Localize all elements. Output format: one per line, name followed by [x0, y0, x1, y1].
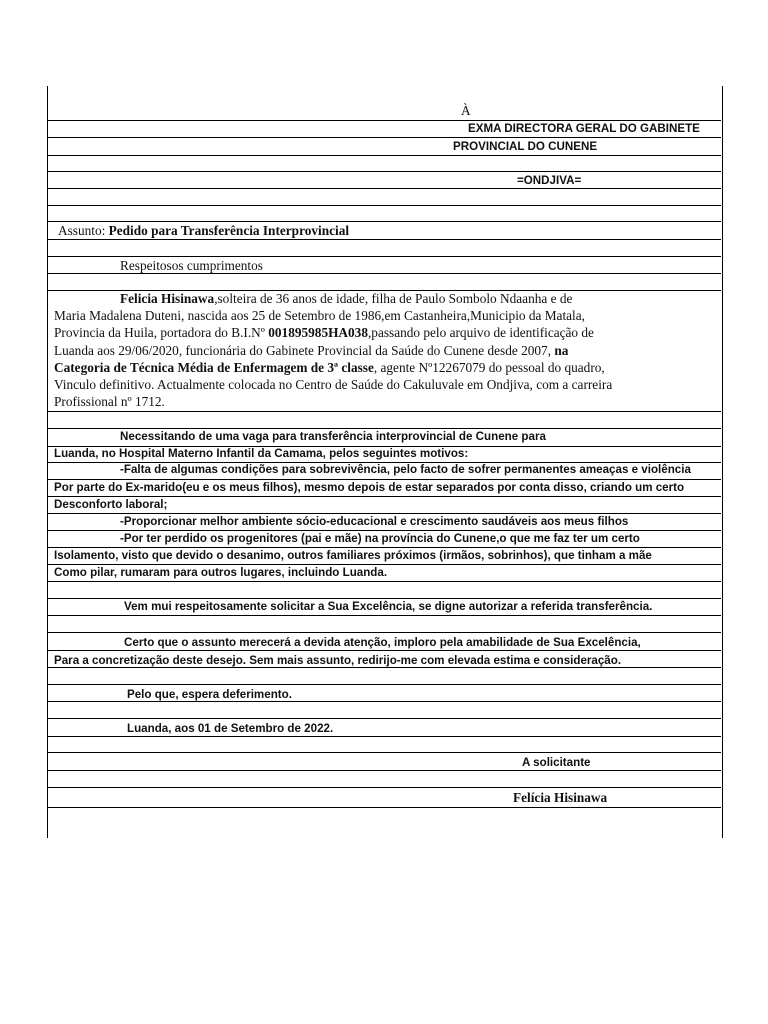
- row-divider: [47, 428, 721, 429]
- row-divider: [47, 598, 721, 599]
- addressee-location: =ONDJIVA=: [517, 174, 582, 187]
- intro-line-3: [54, 326, 594, 339]
- intro-line-4: [54, 344, 568, 357]
- reasons-line-8: Isolamento, visto que devido o desanimo, outros familiares próximos (irmãos, sobrinhos), que tinham a mãe: [54, 549, 652, 562]
- reasons-line-3: -Falta de algumas condições para sobrevivência, pelo facto de sofrer permanentes ameaças e violência: [120, 463, 691, 476]
- intro-line-5-text: , agente Nº12267079 do pessoal do quadro,: [373, 360, 605, 375]
- row-divider: [47, 411, 721, 412]
- row-divider: [47, 701, 721, 702]
- row-divider: [47, 496, 721, 497]
- row-divider: [47, 221, 721, 222]
- intro-line-4-text: Luanda aos 29/06/2020, funcionária do Gabinete Provincial da Saúde do Cunene desde 2007,: [54, 343, 555, 358]
- intro-line-3-text-b: ,passando pelo arquivo de identificação de: [367, 325, 594, 340]
- intro-line-1: [120, 292, 572, 305]
- closing-line-1: Certo que o assunto merecerá a devida atenção, imploro pela amabilidade de Sua Excelência,: [124, 636, 641, 649]
- deferimento-line: Pelo que, espera deferimento.: [127, 688, 292, 701]
- reasons-line-7: -Por ter perdido os progenitores (pai e mãe) na província do Cunene,o que me faz ter um certo: [120, 532, 640, 545]
- addressee-line-2: PROVINCIAL DO CUNENE: [453, 140, 598, 153]
- row-divider: [47, 684, 721, 685]
- subject-line: [58, 224, 349, 237]
- signature-name: Felícia Hisinawa: [513, 790, 608, 805]
- reasons-line-1: Necessitando de uma vaga para transferência interprovincial de Cunene para: [120, 430, 546, 443]
- closing-line-2: Para a concretização deste desejo. Sem mais assunto, redirijo-me com elevada estima e consideração.: [54, 654, 622, 667]
- row-divider: [47, 273, 721, 274]
- row-divider: [47, 752, 721, 753]
- request-line: Vem mui respeitosamente solicitar a Sua Excelência, se digne autorizar a referida transferência.: [124, 600, 653, 613]
- intro-line-3-text-a: Provincia da Huila, portadora do B.I.Nº: [54, 325, 269, 340]
- row-divider: [47, 650, 721, 651]
- row-divider: [47, 632, 721, 633]
- row-divider: [47, 581, 721, 582]
- intro-line-5: [54, 361, 605, 374]
- row-divider: [47, 807, 721, 808]
- row-divider: [47, 787, 721, 788]
- row-divider: [47, 547, 721, 548]
- row-divider: [47, 736, 721, 737]
- row-divider: [47, 667, 721, 668]
- row-divider: [47, 137, 721, 138]
- row-divider: [47, 615, 721, 616]
- intro-line-4-bold: na: [554, 343, 569, 358]
- row-divider: [47, 718, 721, 719]
- intro-line-1-text: ,solteira de 36 anos de idade, filha de Paulo Sombolo Ndaanha e de: [214, 291, 573, 306]
- reasons-line-9: Como pilar, rumaram para outros lugares, incluindo Luanda.: [54, 566, 388, 579]
- reasons-line-2: Luanda, no Hospital Materno Infantil da Camama, pelos seguintes motivos:: [54, 447, 469, 460]
- id-number: 001895985HA038: [268, 325, 368, 340]
- row-divider: [47, 120, 721, 121]
- row-divider: [47, 205, 721, 206]
- row-divider: [47, 256, 721, 257]
- row-divider: [47, 479, 721, 480]
- row-divider: [47, 188, 721, 189]
- subject-text: Pedido para Transferência Interprovincial: [108, 223, 350, 238]
- row-divider: [47, 239, 721, 240]
- row-divider: [47, 530, 721, 531]
- addressee-line-1: EXMA DIRECTORA GERAL DO GABINETE: [468, 122, 700, 135]
- row-divider: [47, 770, 721, 771]
- reasons-line-5: Desconforto laboral;: [54, 498, 168, 511]
- row-divider: [47, 564, 721, 565]
- intro-line-7: Profissional nº 1712.: [54, 394, 165, 409]
- intro-line-6: Vinculo definitivo. Actualmente colocada no Centro de Saúde do Cakuluvale em Ondjiva, com a carreira: [54, 377, 613, 392]
- greeting: Respeitosos cumprimentos: [120, 258, 263, 273]
- intro-line-2: Maria Madalena Duteni, nascida aos 25 de Setembro de 1986,em Castanheira,Municipio da Matala,: [54, 308, 585, 323]
- row-divider: [47, 171, 721, 172]
- applicant-name: Felicia Hisinawa: [120, 291, 215, 306]
- signature-label: A solicitante: [522, 756, 591, 769]
- row-divider: [47, 155, 721, 156]
- professional-category: Categoria de Técnica Média de Enfermagem de 3ª classe: [54, 360, 374, 375]
- place-date: Luanda, aos 01 de Setembro de 2022.: [127, 722, 334, 735]
- row-divider: [47, 513, 721, 514]
- subject-label: Assunto:: [58, 223, 106, 238]
- addressee-prefix: À: [461, 103, 471, 118]
- reasons-line-6: -Proporcionar melhor ambiente sócio-educacional e crescimento saudáveis aos meus filhos: [120, 515, 629, 528]
- reasons-line-4: Por parte do Ex-marido(eu e os meus filhos), mesmo depois de estar separados por conta disso, criando um certo: [54, 481, 685, 494]
